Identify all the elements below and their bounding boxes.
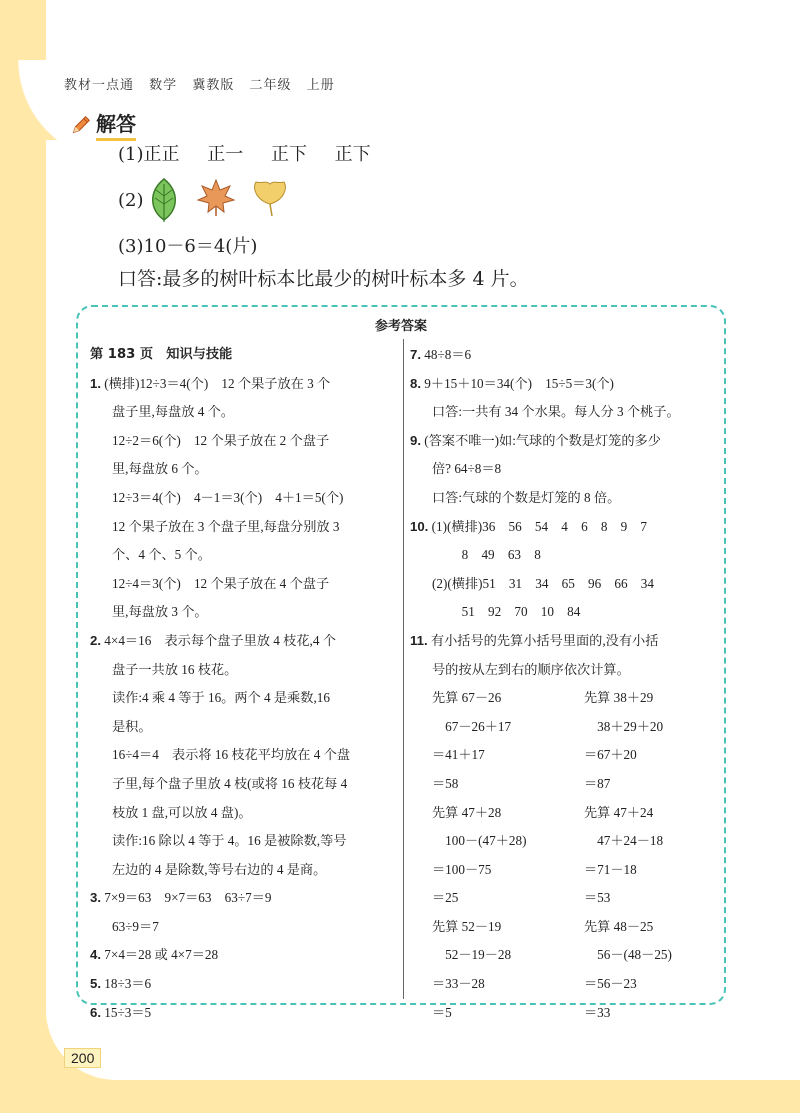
leaf-images [146,176,290,224]
answer-row [90,427,400,456]
row-text: 15÷3＝5 [104,1004,152,1020]
box-title: 参考答案 [374,319,427,334]
answer-row [90,455,400,484]
item-number: 6. [90,1004,101,1020]
row-text: 8 49 63 8 [432,547,541,563]
row-text: 盘子一共放 16 枝花。 [112,661,238,677]
calc-row [410,913,720,942]
answer-line-1: (1)正正 正一 正下 正下 [118,144,371,165]
row-text: (横排)12÷3＝4(个) 12 个果子放在 3 个 [104,375,331,391]
answer-row [90,884,400,913]
calc-cell: ＝71－18 [584,861,637,877]
calc-cell: ＝41＋17 [432,747,485,763]
item-number: 9. [410,432,421,448]
row-text: 9＋15＋10＝34(个) 15÷5＝3(个) [424,375,614,391]
row-text: 里,每盘放 6 个。 [112,461,208,477]
answer-row [410,541,720,570]
row-text: 有小括号的先算小括号里面的,没有小括 [430,632,659,648]
row-text: 4×4＝16 表示每个盘子里放 4 枝花,4 个 [104,632,336,648]
row-text: 63÷9＝7 [112,918,159,934]
calc-cell: ＝33 [584,1004,611,1020]
calc-cell: ＝33－28 [432,976,485,992]
row-text: 18÷3＝6 [104,976,152,992]
answer-row [90,541,400,570]
calc-cell: ＝58 [432,775,459,791]
answer-row [90,913,400,942]
row-text: 读作:16 除以 4 等于 4。16 是被除数,等号 [112,833,347,849]
calc-row [410,741,720,770]
section-heading [70,108,136,141]
item-number: 10. [410,518,429,534]
answer-row [90,656,400,685]
maple-leaf-icon [196,176,236,216]
calc-cell: ＝25 [432,890,459,906]
row-text: 12÷3＝4(个) 4－1＝3(个) 4＋1＝5(个) [112,489,344,505]
answer-row [90,598,400,627]
answer-row [90,570,400,599]
answer-row [410,656,720,685]
calc-row [410,799,720,828]
row-text: 12÷4＝3(个) 12 个果子放在 4 个盘子 [112,575,330,591]
item-number: 8. [410,375,421,391]
row-text: 倍? 64÷8＝8 [432,461,502,477]
calc-cell: 100－(47＋28) [432,833,527,849]
row-text: 是积。 [112,718,152,734]
answer-row [90,398,400,427]
answer-row [410,427,720,456]
row-text: 左边的 4 是除数,等号右边的 4 是商。 [112,861,327,877]
answer-row [90,827,400,856]
answer-row [90,856,400,885]
row-text: 7×9＝63 9×7＝63 63÷7＝9 [104,890,272,906]
header-term: 上册 [306,78,335,93]
answer-oral: 口答:最多的树叶标本比最少的树叶标本多 4 片。 [118,268,529,290]
running-header [64,74,345,93]
header-grade: 二年级 [249,78,292,93]
answer-row [410,341,720,370]
row-text: (答案不唯一)如:气球的个数是灯笼的多少 [424,432,661,448]
calc-cell: 先算 47＋28 [432,804,502,820]
answer-row [410,627,720,656]
calc-cell: 67－26＋17 [432,718,512,734]
row-text: (2)(横排)51 31 34 65 96 66 34 [432,575,654,591]
calc-cell: 先算 48－25 [584,918,654,934]
answer-line-3: (3)10－6＝4(片) [118,236,258,257]
row-text: 里,每盘放 3 个。 [112,604,208,620]
item-number: 4. [90,947,101,963]
item-number: 5. [90,976,101,992]
answer-row [90,999,400,1028]
row-text: 读作:4 乘 4 等于 16。两个 4 是乘数,16 [112,690,330,706]
row-text: 号的按从左到右的顺序依次计算。 [432,661,630,677]
calc-row [410,884,720,913]
calc-cell: ＝5 [432,1004,452,1020]
calc-row [410,999,720,1028]
answer-row [410,455,720,484]
section-title: 解答 [96,108,136,141]
page-number: 200 [64,1048,101,1068]
answer-row [410,570,720,599]
calc-cell: ＝87 [584,775,611,791]
item-number: 1. [90,375,101,391]
pencil-icon [70,114,92,136]
item-number: 11. [410,632,428,648]
answer-row [410,398,720,427]
calc-cell: 先算 52－19 [432,918,502,934]
row-text: 口答:气球的个数是灯笼的 8 倍。 [432,489,621,505]
answer-row [410,370,720,399]
row-text: 48÷8＝6 [424,347,472,362]
answer-row [410,513,720,542]
row-text: 51 92 70 10 84 [432,604,581,620]
answer-row [90,484,400,513]
calc-row [410,684,720,713]
item-number: 3. [90,890,101,906]
answer-row [90,799,400,828]
answer-row [90,513,400,542]
row-text: 子里,每个盘子里放 4 枝(或将 16 枝花每 4 [112,775,348,791]
calc-cell: 52－19－28 [432,947,512,963]
answer-row [90,341,400,370]
calc-row [410,970,720,999]
row-text: 16÷4＝4 表示将 16 枝花平均放在 4 个盘 [112,747,351,763]
calc-cell: 先算 67－26 [432,690,502,706]
row-text: 个、4 个、5 个。 [112,547,211,563]
answer-row [90,627,400,656]
header-subject: 数学 [149,78,178,93]
calc-cell: ＝100－75 [432,861,492,877]
answer-row [90,741,400,770]
answer-line-2: (2) [118,190,144,211]
row-text: 枝放 1 盘,可以放 4 盘)。 [112,804,252,820]
left-column [90,341,400,1027]
calc-cell: ＝53 [584,890,611,906]
calc-cell: ＝56－23 [584,976,637,992]
answer-row [90,770,400,799]
item-number: 2. [90,632,101,648]
calc-row [410,770,720,799]
answer-row [90,970,400,999]
calc-cell: 56－(48－25) [584,947,672,963]
reference-answer-box [76,305,726,1020]
row-text: 盘子里,每盘放 4 个。 [112,404,234,420]
row-text: 12÷2＝6(个) 12 个果子放在 2 个盘子 [112,432,330,448]
answer-row [410,598,720,627]
calc-cell: ＝67＋20 [584,747,637,763]
right-column [410,341,720,1027]
ginkgo-leaf-icon [250,176,290,216]
header-book: 教材一点通 [64,78,135,93]
calc-row [410,827,720,856]
item-number: 7. [410,347,421,362]
answer-row [90,713,400,742]
column-divider [403,339,404,999]
calc-row [410,713,720,742]
green-leaf-icon [146,176,182,224]
row-text: 7×4＝28 或 4×7＝28 [104,947,219,963]
header-edition: 冀教版 [192,78,235,93]
calc-cell: 47＋24－18 [584,833,664,849]
calc-cell: 先算 38＋29 [584,690,654,706]
answer-row [410,484,720,513]
answer-row [90,370,400,399]
answer-row [90,684,400,713]
row-text: 12 个果子放在 3 个盘子里,每盘分别放 3 [112,518,340,534]
row-text: 第 183 页 知识与技能 [90,347,233,362]
row-text: (1)(横排)36 56 54 4 6 8 9 7 [431,518,648,534]
calc-cell: 38＋29＋20 [584,718,664,734]
calc-cell: 先算 47＋24 [584,804,654,820]
answer-row [90,941,400,970]
row-text: 口答:一共有 34 个水果。每人分 3 个桃子。 [432,404,680,420]
calc-row [410,856,720,885]
calc-row [410,941,720,970]
